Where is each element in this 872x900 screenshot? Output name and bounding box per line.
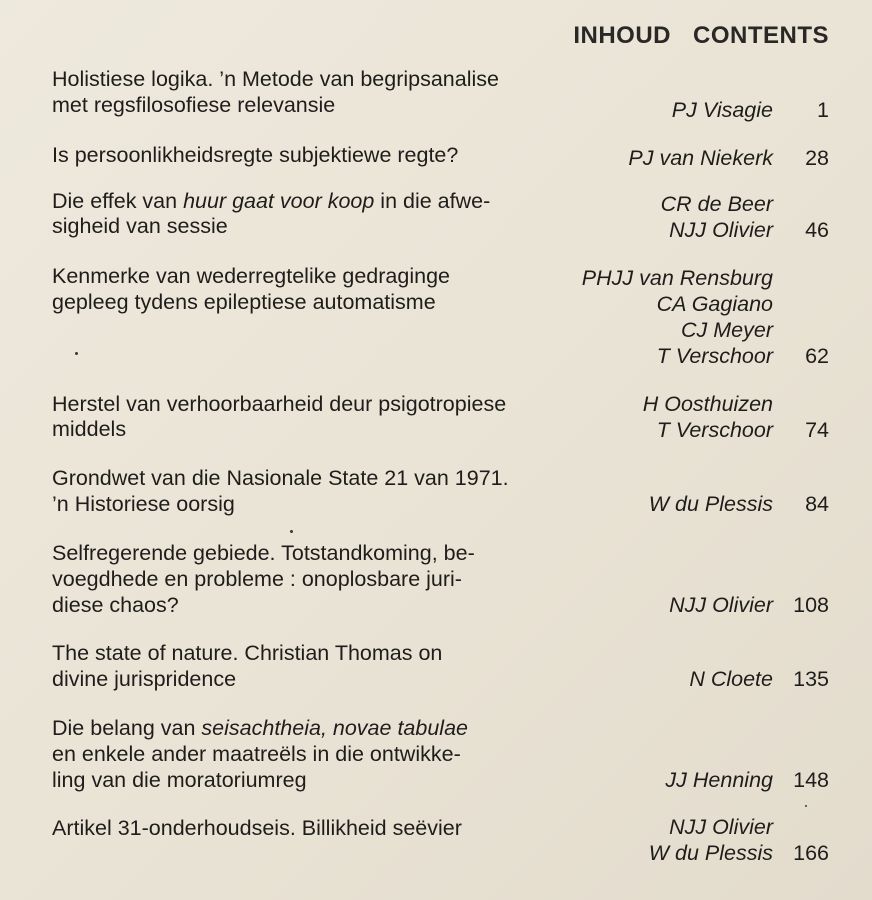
paper-speck xyxy=(805,805,807,807)
entry-page-number: 46 xyxy=(805,218,829,242)
entry-page-number: 108 xyxy=(793,593,829,617)
title-text: Die belang van xyxy=(52,716,202,740)
entry-author: JJ Henning xyxy=(665,768,773,792)
entry-author: W du Plessis xyxy=(648,841,773,865)
entry-page-number: 74 xyxy=(805,418,829,442)
entry-title-line: voegdhede en probleme : onoplosbare juri- xyxy=(52,567,462,591)
entry-page-number: 148 xyxy=(793,768,829,792)
entry-title-line xyxy=(52,715,468,741)
paper-speck xyxy=(290,530,293,533)
entry-author: CJ Meyer xyxy=(681,318,773,342)
entry-title-line: divine jurispridence xyxy=(52,667,237,691)
entry-page-number: 166 xyxy=(793,841,829,865)
entry-author: NJJ Olivier xyxy=(669,815,773,839)
entry-title-line: sigheid van sessie xyxy=(52,214,228,238)
entry-author: N Cloete xyxy=(689,667,773,691)
title-text: Die effek van xyxy=(52,189,184,213)
paper-speck xyxy=(75,352,78,355)
entry-title-line: en enkele ander maatreëls in die ontwikke- xyxy=(52,742,461,766)
entry-title-line xyxy=(52,188,490,214)
title-italic-text: seisachtheia, novae tabulae xyxy=(201,716,468,740)
entry-page-number: 1 xyxy=(817,98,829,122)
entry-title-line: Selfregerende gebiede. Totstandkoming, be- xyxy=(52,541,475,565)
entry-author: PJ Visagie xyxy=(671,98,773,122)
entry-author: CA Gagiano xyxy=(656,292,773,316)
entry-page-number: 135 xyxy=(793,667,829,691)
title-text: in die afwe- xyxy=(374,189,491,213)
entry-author: PHJJ van Rensburg xyxy=(581,266,773,290)
entry-title-line: Kenmerke van wederregtelike gedraginge xyxy=(52,264,450,288)
entry-author: H Oosthuizen xyxy=(642,392,773,416)
entry-page-number: 84 xyxy=(805,492,829,516)
entry-page-number: 28 xyxy=(805,146,829,170)
entry-title-line: ’n Historiese oorsig xyxy=(52,492,235,516)
entry-title-line: Is persoonlikheidsregte subjektiewe regte? xyxy=(52,143,459,167)
entry-author: T Verschoor xyxy=(656,344,773,368)
entry-title-line: gepleeg tydens epileptiese automatisme xyxy=(52,290,436,314)
entry-title-line: diese chaos? xyxy=(52,593,179,617)
entry-author: PJ van Niekerk xyxy=(628,146,773,170)
entry-author: CR de Beer xyxy=(660,192,773,216)
entry-author: T Verschoor xyxy=(656,418,773,442)
entry-title-line: met regsfilosofiese relevansie xyxy=(52,93,336,117)
entry-title-line: Grondwet van die Nasionale State 21 van 1971. xyxy=(52,466,509,490)
entry-title-line: The state of nature. Christian Thomas on xyxy=(52,641,443,665)
entry-title-line: middels xyxy=(52,417,127,441)
entry-author: NJJ Olivier xyxy=(669,218,773,242)
contents-header xyxy=(573,22,829,50)
entry-title-line: ling van die moratoriumreg xyxy=(52,768,307,792)
entry-title-line: Artikel 31-onderhoudseis. Billikheid seëvier xyxy=(52,816,462,840)
title-italic-text: huur gaat voor koop xyxy=(183,189,375,213)
entry-author: W du Plessis xyxy=(648,492,773,516)
header-inhoud: INHOUD xyxy=(573,22,671,49)
entry-author: NJJ Olivier xyxy=(669,593,773,617)
entry-page-number: 62 xyxy=(805,344,829,368)
entry-title-line: Herstel van verhoorbaarheid deur psigotropiese xyxy=(52,392,507,416)
header-contents: CONTENTS xyxy=(693,22,829,49)
entry-title-line: Holistiese logika. ’n Metode van begripsanalise xyxy=(52,67,499,91)
